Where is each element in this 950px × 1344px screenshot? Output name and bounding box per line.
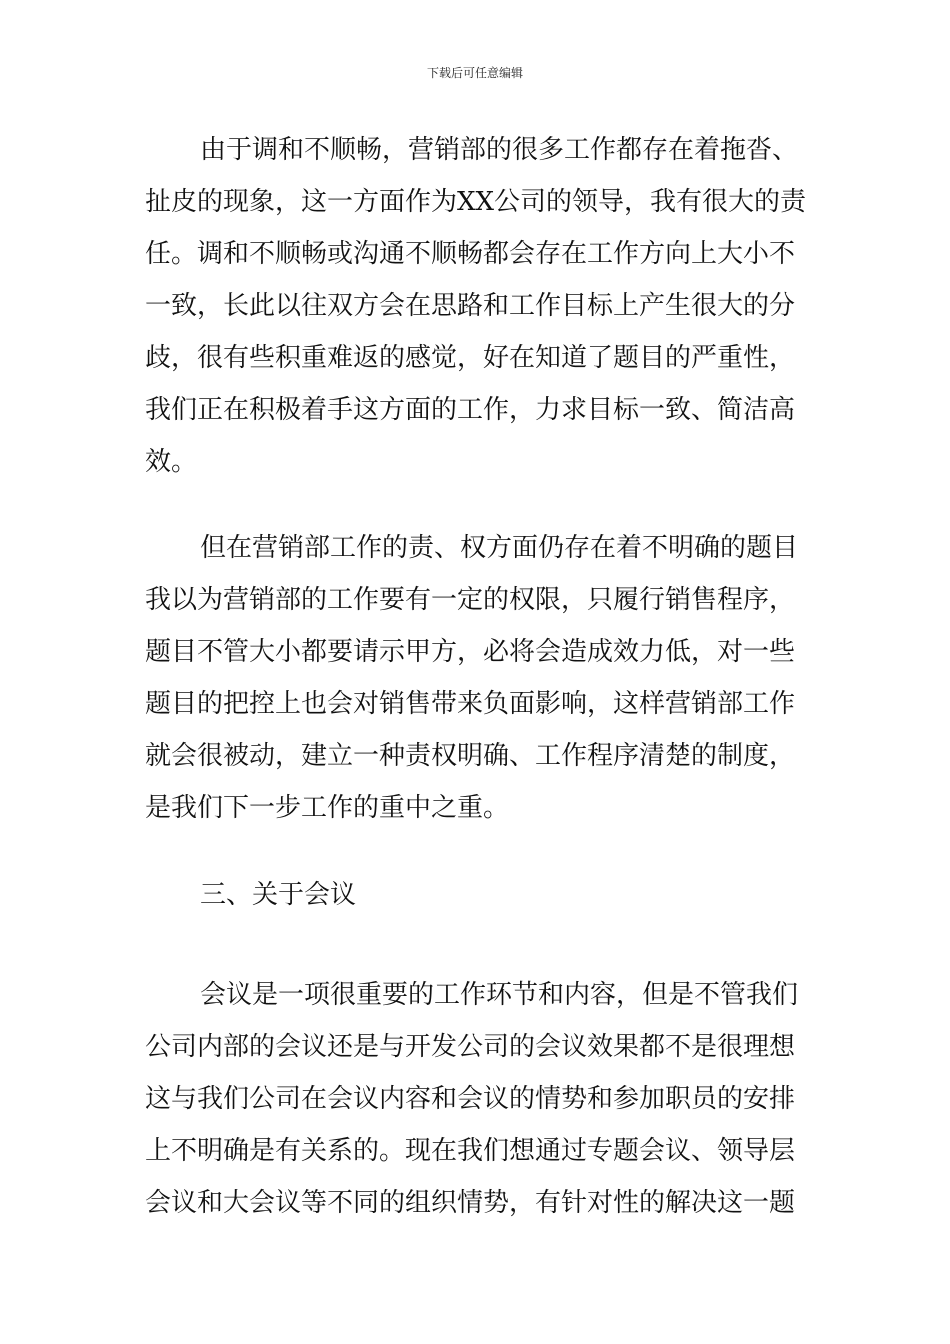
paragraph-line: 我们正在积极着手这方面的工作，力求目标一致、简洁高: [145, 395, 796, 425]
paragraph-line: 上不明确是有关系的。现在我们想通过专题会议、领导层: [145, 1136, 796, 1166]
paragraph-line: 题目的把控上也会对销售带来负面影响，这样营销部工作: [145, 689, 796, 719]
paragraph-line: 是我们下一步工作的重中之重。: [145, 793, 510, 823]
paragraph-line: 会议是一项很重要的工作环节和内容，但是不管我们: [200, 980, 799, 1010]
paragraph-line: 由于调和不顺畅，营销部的很多工作都存在着拖沓、: [200, 135, 799, 165]
paragraph-line: 效。: [145, 447, 198, 477]
paragraph-meetings: [145, 969, 805, 1229]
paragraph-line: 扯皮的现象，这一方面作为XX公司的领导，我有很大的责: [145, 187, 807, 217]
paragraph-line: 这与我们公司在会议内容和会议的情势和参加职员的安排: [145, 1084, 796, 1114]
paragraph-line: 但在营销部工作的责、权方面仍存在着不明确的题目: [200, 533, 799, 563]
paragraph-line: 就会很被动，建立一种责权明确、工作程序清楚的制度，: [145, 741, 796, 771]
paragraph-line: 我以为营销部的工作要有一定的权限，只履行销售程序，: [145, 585, 796, 615]
paragraph-line: 题目不管大小都要请示甲方，必将会造成效力低，对一些: [145, 637, 796, 667]
paragraph-line: 公司内部的会议还是与开发公司的会议效果都不是很理想: [145, 1032, 796, 1062]
paragraph-line: 歧，很有些积重难返的感觉，好在知道了题目的严重性，: [145, 343, 796, 373]
section-heading-meetings: [145, 869, 805, 921]
paragraph-line: 一致，长此以往双方会在思路和工作目标上产生很大的分: [145, 291, 796, 321]
section-heading-text: 三、关于会议: [200, 880, 357, 910]
paragraph-coordination: [145, 124, 805, 488]
paragraph-responsibility: [145, 522, 805, 834]
paragraph-line: 任。调和不顺畅或沟通不顺畅都会存在工作方向上大小不: [145, 239, 796, 269]
paragraph-line: 会议和大会议等不同的组织情势，有针对性的解决这一题: [145, 1188, 796, 1218]
page-header-note: 下载后可任意编辑: [426, 66, 523, 80]
